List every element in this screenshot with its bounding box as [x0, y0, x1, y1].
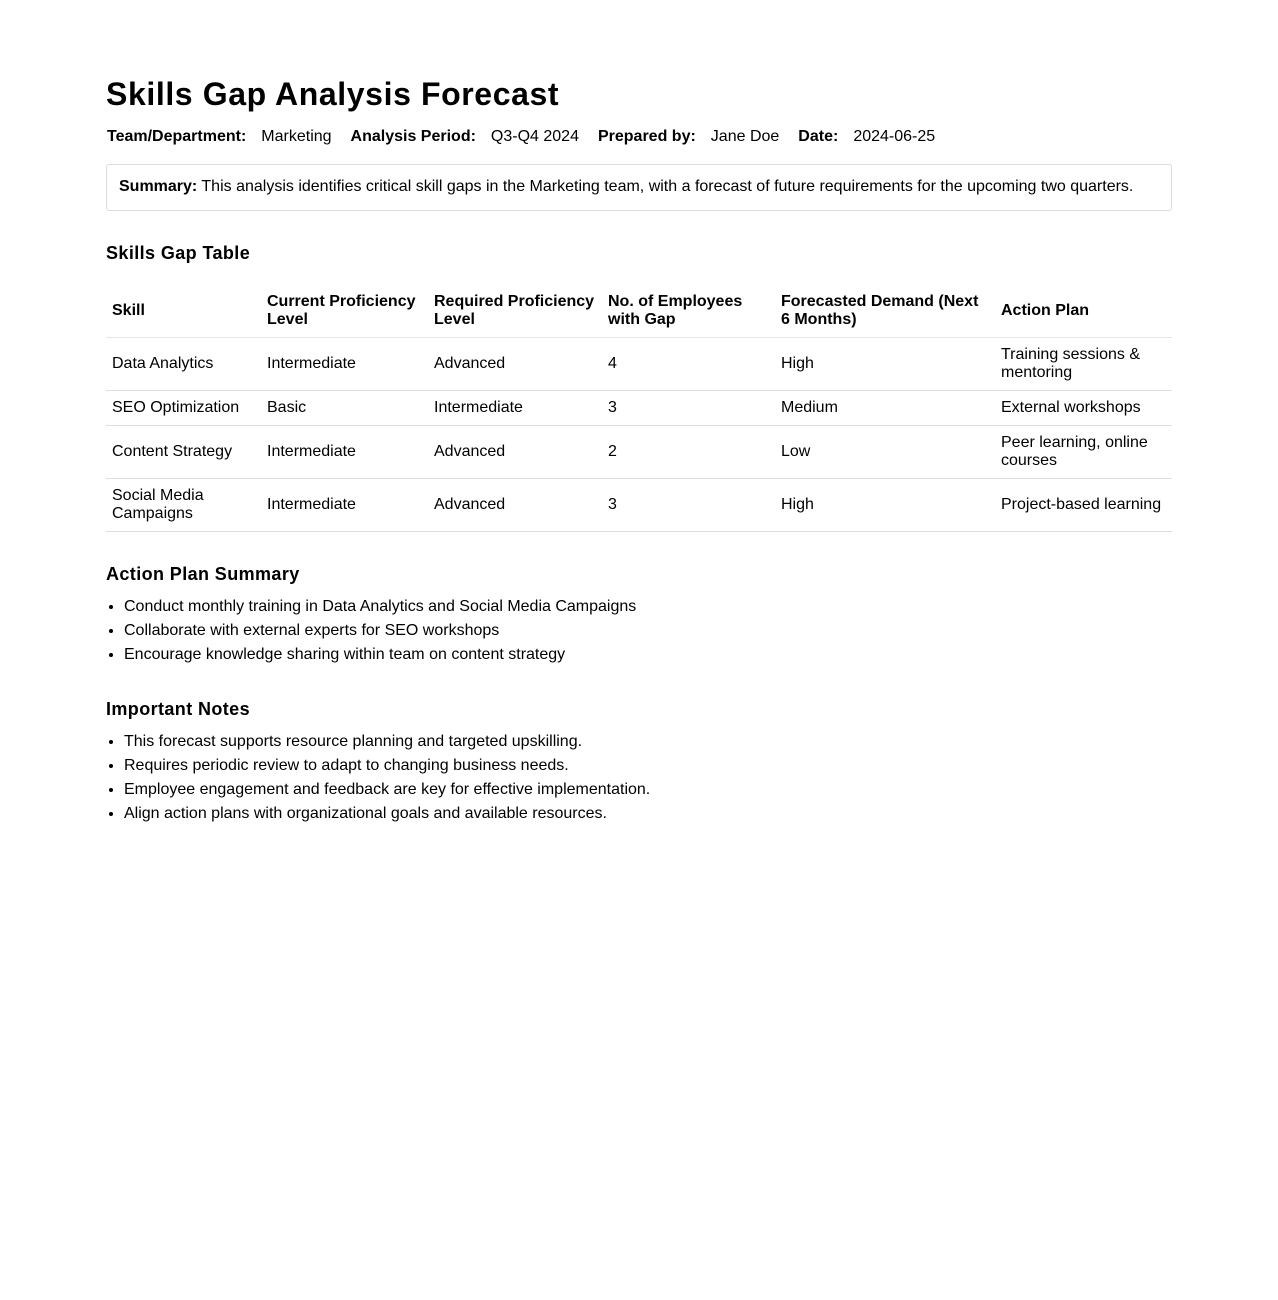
list-item: • Conduct monthly training in Data Analytics and Social Media Campaigns — [124, 595, 1172, 619]
cell-forecasted-demand: Low — [775, 426, 995, 479]
list-item: • This forecast supports resource planning and targeted upskilling. — [124, 730, 1172, 754]
cell-action-plan: Peer learning, online courses — [995, 426, 1172, 479]
list-item: • Encourage knowledge sharing within team on content strategy — [124, 643, 1172, 667]
cell-skill: Social Media Campaigns — [106, 479, 261, 532]
cell-action-plan: Training sessions & mentoring — [995, 338, 1172, 391]
summary-label: Summary: — [119, 178, 198, 195]
prepared-by-value: Jane Doe — [710, 128, 780, 145]
skills-gap-table-title: Skills Gap Table — [106, 243, 251, 263]
table-header-row — [106, 285, 1172, 338]
period-label: Analysis Period: — [350, 128, 476, 145]
list-item: • Requires periodic review to adapt to changing business needs. — [124, 754, 1172, 778]
action-plan-summary-title: Action Plan Summary — [106, 564, 300, 584]
action-plan-list — [106, 595, 1172, 667]
page-title: Skills Gap Analysis Forecast — [106, 76, 560, 112]
cell-required-proficiency: Advanced — [428, 479, 602, 532]
cell-employees-with-gap: 3 — [602, 391, 775, 426]
cell-skill: Data Analytics — [106, 338, 261, 391]
table-row — [106, 391, 1172, 426]
cell-employees-with-gap: 3 — [602, 479, 775, 532]
table-row — [106, 479, 1172, 532]
column-header-required-proficiency: Required Proficiency Level — [428, 285, 602, 338]
cell-skill: Content Strategy — [106, 426, 261, 479]
cell-required-proficiency: Advanced — [428, 338, 602, 391]
cell-current-proficiency: Intermediate — [261, 426, 428, 479]
prepared-by-label: Prepared by: — [597, 128, 696, 145]
date-value: 2024-06-25 — [853, 128, 936, 145]
date-label: Date: — [798, 128, 839, 145]
column-header-action-plan: Action Plan — [995, 285, 1172, 338]
cell-current-proficiency: Intermediate — [261, 479, 428, 532]
skills-gap-table — [106, 285, 1172, 532]
table-row — [106, 338, 1172, 391]
cell-action-plan: Project-based learning — [995, 479, 1172, 532]
summary-box — [106, 164, 1172, 211]
column-header-skill: Skill — [106, 285, 261, 338]
summary-text: This analysis identifies critical skill gaps in the Marketing team, with a forecast of future requirements for the upcoming two quarters. — [201, 178, 1134, 195]
important-notes-list — [106, 730, 1172, 826]
column-header-forecasted-demand: Forecasted Demand (Next 6 Months) — [775, 285, 995, 338]
cell-action-plan: External workshops — [995, 391, 1172, 426]
team-label: Team/Department: — [107, 128, 247, 145]
cell-employees-with-gap: 2 — [602, 426, 775, 479]
cell-required-proficiency: Advanced — [428, 426, 602, 479]
period-value: Q3-Q4 2024 — [490, 128, 579, 145]
cell-forecasted-demand: High — [775, 338, 995, 391]
important-notes-title: Important Notes — [106, 699, 251, 719]
list-item: • Employee engagement and feedback are key for effective implementation. — [124, 778, 1172, 802]
cell-forecasted-demand: Medium — [775, 391, 995, 426]
cell-current-proficiency: Basic — [261, 391, 428, 426]
cell-current-proficiency: Intermediate — [261, 338, 428, 391]
cell-required-proficiency: Intermediate — [428, 391, 602, 426]
cell-employees-with-gap: 4 — [602, 338, 775, 391]
team-value: Marketing — [261, 128, 332, 145]
meta-info — [106, 126, 1172, 148]
cell-forecasted-demand: High — [775, 479, 995, 532]
cell-skill: SEO Optimization — [106, 391, 261, 426]
table-row — [106, 426, 1172, 479]
column-header-employees-with-gap: No. of Employees with Gap — [602, 285, 775, 338]
column-header-current-proficiency: Current Proficiency Level — [261, 285, 428, 338]
list-item: • Align action plans with organizational goals and available resources. — [124, 802, 1172, 826]
list-item: • Collaborate with external experts for SEO workshops — [124, 619, 1172, 643]
